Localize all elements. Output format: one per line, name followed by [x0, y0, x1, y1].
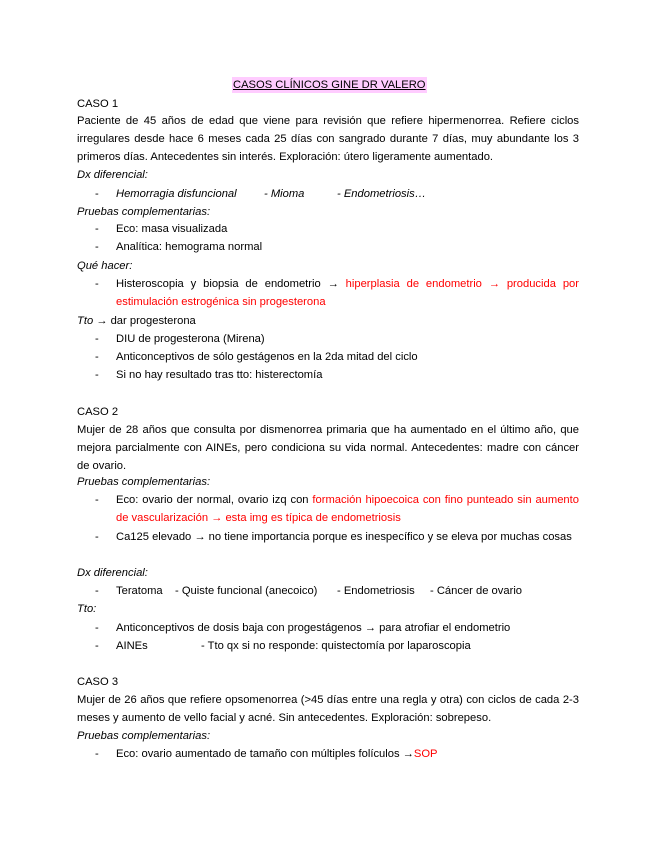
caso1-tto-line [77, 312, 196, 330]
caso2-dx-item: - Quiste funcional (anecoico) [175, 585, 318, 597]
caso2-tto-label: Tto: [77, 603, 97, 615]
bullet-dash: - [95, 333, 99, 345]
document-title: CASOS CLÍNICOS GINE DR VALERO [233, 79, 426, 91]
caso2-eco-item [116, 491, 579, 527]
caso2-tto-item: Anticonceptivos de dosis baja con progestágenos → para atrofiar el endometrio [116, 622, 511, 634]
caso1-que-red: hiperplasia de endometrio → producida por estimulación estrogénica sin progesterona [116, 278, 579, 308]
caso1-prueba-item: Eco: masa visualizada [116, 223, 228, 235]
caso1-dx-label: Dx diferencial: [77, 169, 148, 181]
caso2-aines-extra: - Tto qx si no responde: quistectomía por laparoscopia [201, 640, 471, 652]
bullet-dash: - [95, 640, 99, 652]
caso1-tto-rest: → dar progesterona [93, 315, 196, 327]
caso1-tto-item: DIU de progesterona (Mirena) [116, 333, 265, 345]
bullet-dash: - [95, 223, 99, 235]
caso1-dx-item: Hemorragia disfuncional [116, 188, 237, 200]
caso1-que-item [116, 275, 579, 311]
caso1-que-label: Qué hacer: [77, 260, 133, 272]
caso2-aines: AINEs [116, 640, 148, 652]
caso2-dx-item: - Endometriosis [337, 585, 415, 597]
caso1-dx-item: - Mioma [264, 188, 305, 200]
caso2-dx-item: Teratoma [116, 585, 163, 597]
caso1-pruebas-label: Pruebas complementarias: [77, 206, 211, 218]
bullet-dash: - [95, 278, 99, 290]
caso3-eco-red: SOP [413, 748, 438, 760]
caso3-pruebas-label: Pruebas complementarias: [77, 730, 211, 742]
bullet-dash: - [95, 748, 99, 760]
bullet-dash: - [95, 351, 99, 363]
bullet-dash: - [95, 241, 99, 253]
caso1-dx-item: - Endometriosis… [337, 188, 426, 200]
caso1-que-black: Histeroscopia y biopsia de endometrio → [116, 278, 346, 290]
caso1-tto-item: Anticonceptivos de sólo gestágenos en la 2da mitad del ciclo [116, 351, 418, 363]
caso1-tto-item: Si no hay resultado tras tto: histerectomía [116, 369, 323, 381]
bullet-dash: - [95, 494, 99, 506]
caso3-eco-item [116, 745, 438, 763]
caso2-dx-label: Dx diferencial: [77, 567, 148, 579]
caso3-description: Mujer de 26 años que refiere opsomenorrea (>45 días entre una regla y otra) con ciclos de cada 2-3 meses y aumento de vello facial y acné. Sin antecedentes. Exploración: sobrepeso. [77, 694, 579, 724]
caso1-tto-label: Tto [77, 315, 94, 327]
bullet-dash: - [95, 622, 99, 634]
caso3-heading: CASO 3 [77, 676, 119, 688]
caso2-eco-black: Eco: ovario der normal, ovario izq con [116, 494, 313, 506]
caso2-pruebas-label: Pruebas complementarias: [77, 476, 211, 488]
caso1-prueba-item: Analítica: hemograma normal [116, 241, 263, 253]
bullet-dash: - [95, 585, 99, 597]
caso2-eco-red: formación hipoecoica con fino punteado sin aumento de vascularización → esta img es típica de endometriosis [116, 494, 579, 524]
caso2-description: Mujer de 28 años que consulta por dismenorrea primaria que ha aumentado en el último año, que mejora parcialmente con AINEs, pero condiciona su vida normal. Antecedentes: madre con cáncer de ovario. [77, 424, 579, 472]
caso1-description: Paciente de 45 años de edad que viene para revisión que refiere hipermenorrea. Refiere ciclos irregulares desde hace 6 meses cada 25 días con sangrado durante 7 días, muy abundante los 3 primeros días. Antecedentes sin interés. Exploración: útero ligeramente aumentado. [77, 115, 579, 163]
caso2-ca125-item: Ca125 elevado → no tiene importancia porque es inespecífico y se eleva por muchas cosas [116, 531, 572, 543]
bullet-dash: - [95, 531, 99, 543]
caso2-dx-item: - Cáncer de ovario [430, 585, 523, 597]
bullet-dash: - [95, 369, 99, 381]
caso1-heading: CASO 1 [77, 98, 119, 110]
caso3-eco-black: Eco: ovario aumentado de tamaño con múltiples folículos → [116, 748, 414, 760]
caso2-heading: CASO 2 [77, 406, 119, 418]
bullet-dash: - [95, 188, 99, 200]
